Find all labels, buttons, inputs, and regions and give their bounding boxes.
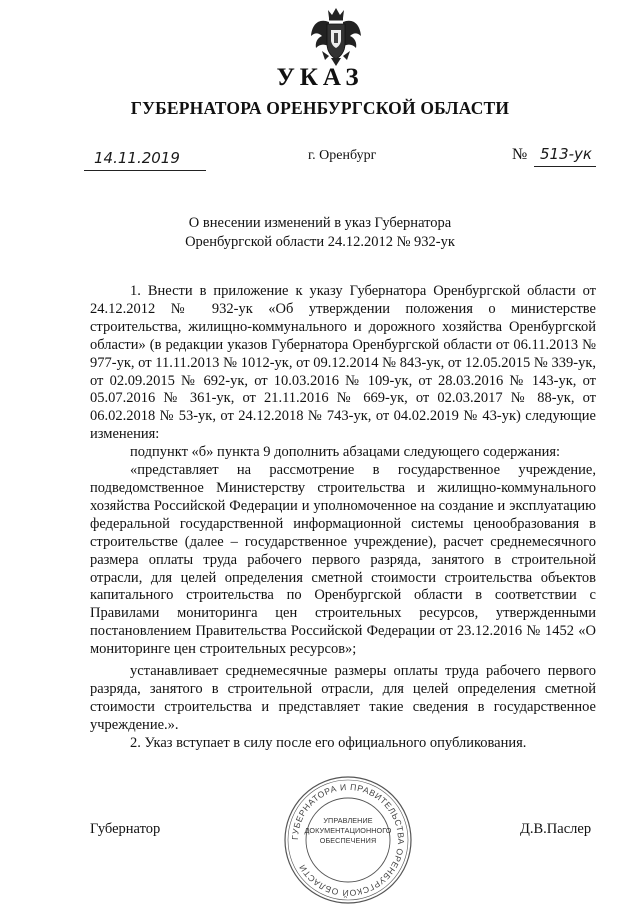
document-body	[90, 283, 596, 753]
issuer-title: ГУБЕРНАТОРА ОРЕНБУРГСКОЙ ОБЛАСТИ	[130, 98, 510, 118]
number-line	[534, 146, 596, 167]
stamp-ring-text: ГУБЕРНАТОРА И ПРАВИТЕЛЬСТВА ОРЕНБУРГСКОЙ ОБЛАСТИ	[289, 781, 407, 899]
paragraph-5: 2. Указ вступает в силу после его официального опубликования.	[130, 734, 527, 751]
date-value: 14.11.2019	[94, 149, 180, 167]
number-sign: №	[512, 146, 528, 163]
subject-line-1: О внесении изменений в указ Губернатора	[188, 215, 452, 231]
paragraph-2: подпункт «б» пункта 9 дополнить абзацами следующего содержания:	[130, 444, 561, 461]
stamp-line-3: ОБЕСПЕЧЕНИЯ	[319, 836, 377, 845]
city-label: г. Оренбург	[308, 148, 377, 163]
signer-title: Губернатор	[90, 821, 161, 837]
paragraph-1: 1. Внести в приложение к указу Губернатора Оренбургской области от 24.12.2012 № 932-ук «Об утверждении положения о министерстве строительства, жилищно-коммунального и дорожного хозяйства Оренбургской области» (в редакции указов Губернатора Оренбургской области от 06.11.2013 № 977-ук, от 11.11.2013 № 1012-ук, от 09.12.2014 № 843-ук, от 12.05.2015 № 339-ук, от 02.09.2015 № 692-ук, от 10.03.2016 № 109-ук, от 28.03.2016 № 143-ук, от 05.07.2016 № 361-ук, от 21.11.2016 № 669-ук, от 02.03.2017 № 88-ук, от 06.02.2018 № 53-ук, от 24.12.2018 № 743-ук, от 04.02.2019 № 43-ук) следующие изменения:	[90, 283, 596, 443]
stamp-inner-text	[288, 816, 408, 846]
coat-of-arms-icon	[309, 6, 363, 68]
document-type-title: УКАЗ	[276, 64, 364, 91]
number-value: 513-ук	[540, 145, 592, 163]
stamp-line-1: УПРАВЛЕНИЕ	[323, 816, 373, 825]
stamp-line-2: ДОКУМЕНТАЦИОННОГО	[304, 826, 392, 835]
paragraph-3: «представляет на рассмотрение в государственное учреждение, подведомственное Министерству строительства и жилищно-коммунального хозяйства Российской Федерации и уполномоченное на создание и эксплуатацию федеральной государственной информационной системы ценообразования в строительстве (далее – государственное учреждение), расчет среднемесячного размера оплаты труда рабочего первого разряда, занятого в строительной отрасли, для целей определения сметной стоимости строительства объектов капитального строительства по Оренбургской области в соответствии с Правилами мониторинга цен строительных ресурсов, утвержденными постановлением Правительства Российской Федерации от 23.12.2016 № 1452 «О мониторинге цен строительных ресурсов»;	[90, 462, 596, 658]
paragraph-4: устанавливает среднемесячные размеры оплаты труда рабочего первого разряда, занятого в строительной отрасли, для целей определения сметной стоимости строительства и представляет такие сведения в государственное учреждение.».	[90, 663, 596, 733]
date-field	[84, 150, 206, 171]
signer-name: Д.В.Паслер	[520, 821, 592, 837]
number-field	[512, 146, 592, 168]
subject-line-2: Оренбургской области 24.12.2012 № 932-ук	[185, 234, 455, 250]
document-subject	[140, 214, 500, 252]
